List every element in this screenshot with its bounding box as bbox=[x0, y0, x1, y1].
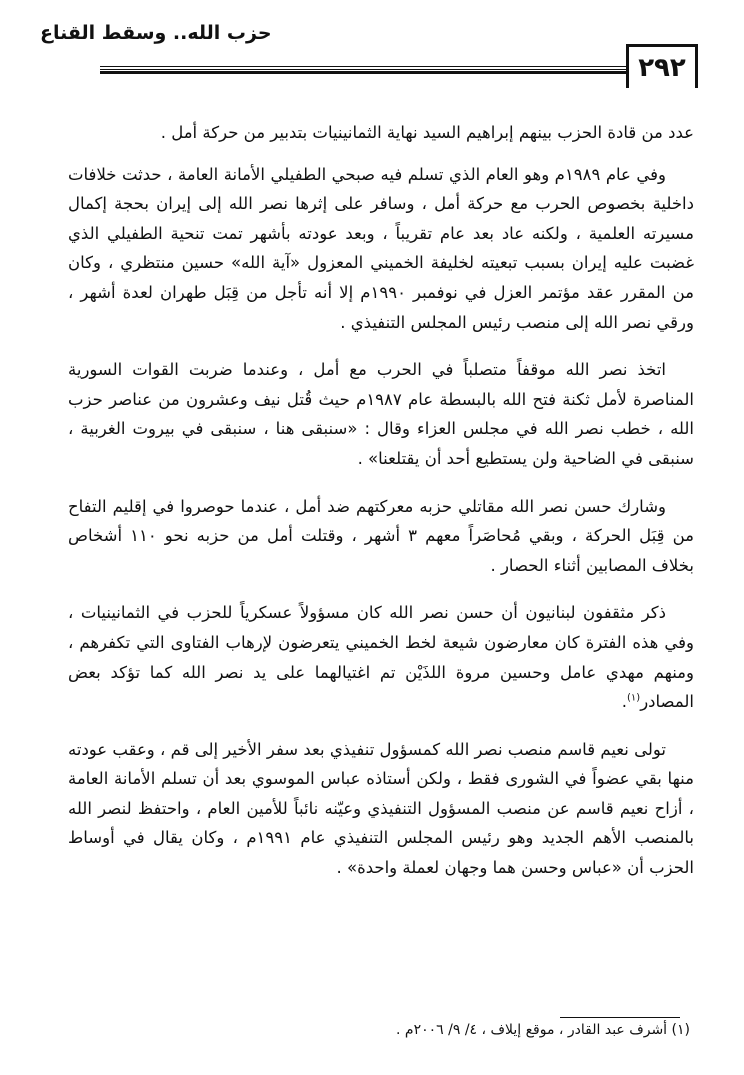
running-title: حزب الله.. وسقط القناع bbox=[40, 22, 272, 44]
paragraph: وفي عام ١٩٨٩م وهو العام الذي تسلم فيه صبحي الطفيلي الأمانة العامة ، حدثت خلافات داخلية بخصوص الحرب مع حركة أمل ، وسافر على إثرها نصر الله إلى إيران بحجة إكمال مسيرته العلمية ، ولكنه عاد بعد عام تقريباً ، وبعد عودته بأشهر تمت تنحية الطفيلي الذي غضبت عليه إيران بسبب تبعيته لخليفة الخميني المعزول «آية الله» حسين منتظري ، وكان من المقرر عقد مؤتمر العزل في نوفمبر ١٩٩٠م إلا أنه تأجل من قِبَل طهران لعدة أشهر ، ورقي نصر الله إلى منصب رئيس المجلس التنفيذي . bbox=[68, 164, 695, 332]
paragraph: اتخذ نصر الله موقفاً متصلباً في الحرب مع أمل ، وعندما ضربت القوات السورية المناصرة لأمل ثكنة فتح الله بالبسطة عام ١٩٨٧م حيث قُتل نيف وعشرون من عناصر حزب الله ، خطب نصر الله في مجلس العزاء وقال : «سنبقى هنا ، سنبقى في بيروت الغربية ، سنبقى في الضاحية ولن يستطيع أحد أن يقتلعنا» . bbox=[68, 360, 694, 468]
header-rule bbox=[100, 66, 628, 70]
paragraph: وشارك حسن نصر الله مقاتلي حزبه معركتهم ضد أمل ، عندما حوصروا في إقليم التفاح من قِبَل الحركة ، وبقي مُحاصَراً معهم ٣ أشهر ، وقتلت أمل من حزبه نحو ١١٠ أشخاص بخلاف المصابين أثناء الحصار . bbox=[68, 496, 694, 575]
paragraph-text: ذكر مثقفون لبنانيون أن حسن نصر الله كان مسؤولاً عسكرياً للحزب في الثمانينيات ، وفي هذه الفترة كان معارضون شيعة لخط الخميني يتعرضون لإرهاب الفتاوى التي تكفرهم ، ومنهم مهدي عامل وحسين مروة اللذَيْن تم اغتيالهما على يد نصر الله كما تؤكد بعض المصادر bbox=[68, 603, 694, 712]
paragraph-end: . bbox=[621, 692, 627, 712]
body-text bbox=[68, 118, 694, 901]
footnote: (١) أشرف عبد القادر ، موقع إيلاف ، ٤/ ٩/ ٢٠٠٦م . bbox=[396, 1022, 690, 1038]
page-number: ٢٩٢ bbox=[626, 44, 698, 88]
footnote-reference: (١) bbox=[627, 692, 641, 704]
paragraph: عدد من قادة الحزب بينهم إبراهيم السيد نهاية الثمانينيات بتدبير من حركة أمل . bbox=[160, 123, 694, 142]
paragraph: تولى نعيم قاسم منصب نصر الله كمسؤول تنفيذي بعد سفر الأخير إلى قم ، وعقب عودته منها بقي عضواً في الشورى فقط ، ولكن أستاذه عباس الموسوي بعد أن تسلم الأمانة العامة ، أزاح نعيم قاسم عن منصب المسؤول التنفيذي وعيّنه نائباً للأمين العام ، واحتفظ لنصر الله بالمنصب الأهم الجديد وهو رئيس المجلس التنفيذي عام ١٩٩١م ، وكان يقال في أوساط الحزب أن «عباس وحسن هما وجهان لعملة واحدة» . bbox=[68, 739, 694, 878]
footnote-rule bbox=[560, 1017, 680, 1018]
paragraph bbox=[68, 598, 694, 716]
